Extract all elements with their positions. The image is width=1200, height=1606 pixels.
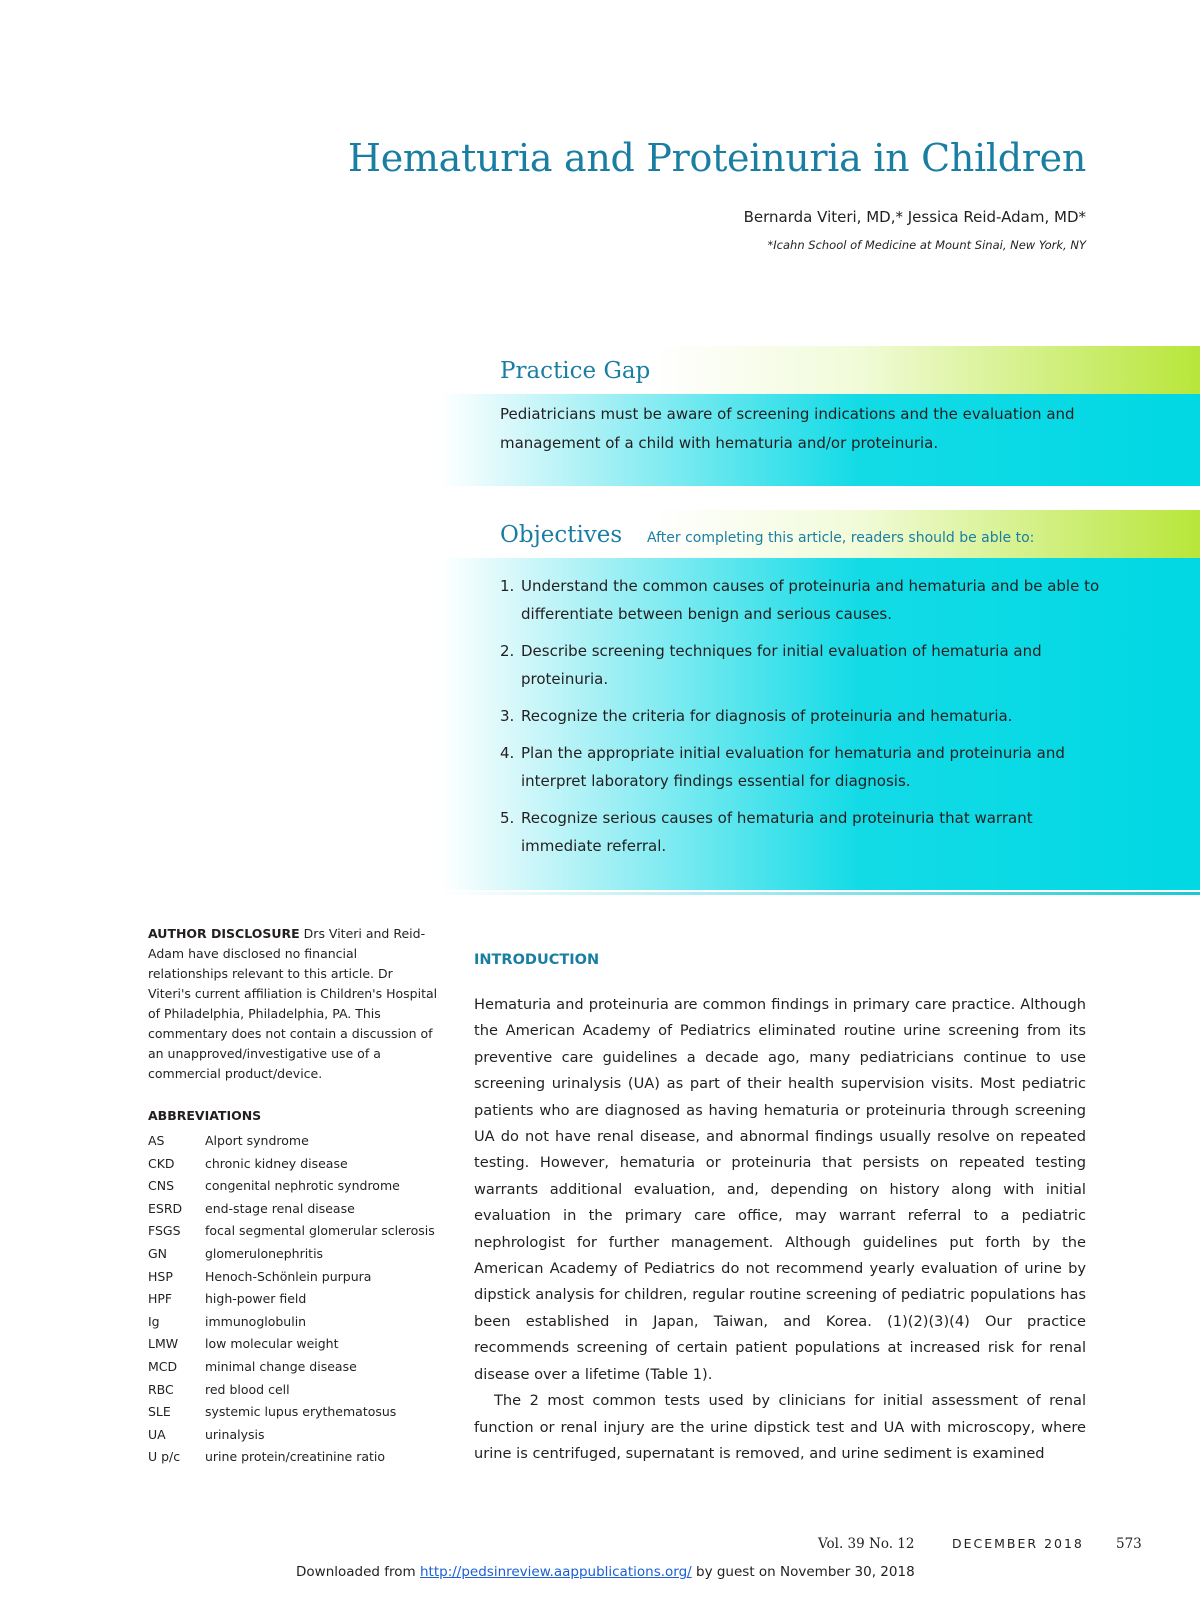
abbreviation-row bbox=[148, 1401, 448, 1424]
abbreviation-definition: urinalysis bbox=[205, 1426, 265, 1442]
abbreviation-term: Ig bbox=[148, 1313, 160, 1329]
practice-gap-box bbox=[440, 346, 1200, 486]
abbreviation-term: ESRD bbox=[148, 1200, 183, 1216]
objectives-box bbox=[440, 510, 1200, 890]
abbreviation-term: UA bbox=[148, 1426, 166, 1442]
abbreviation-row bbox=[148, 1288, 448, 1311]
abbreviation-term: HPF bbox=[148, 1291, 173, 1307]
abbreviation-definition: minimal change disease bbox=[205, 1358, 357, 1374]
download-prefix: Downloaded from bbox=[296, 1564, 420, 1580]
abbreviation-definition: red blood cell bbox=[205, 1381, 290, 1397]
author-affiliation: *Icahn School of Medicine at Mount Sinai, New York, NY bbox=[767, 238, 1086, 252]
abbreviation-row bbox=[148, 1266, 448, 1289]
abbreviations-heading: ABBREVIATIONS bbox=[148, 1108, 262, 1123]
abbreviation-term: FSGS bbox=[148, 1223, 181, 1239]
abbreviation-definition: chronic kidney disease bbox=[205, 1155, 348, 1171]
abbreviation-definition: systemic lupus erythematosus bbox=[205, 1404, 397, 1420]
abbreviation-term: AS bbox=[148, 1133, 165, 1148]
abbreviation-row bbox=[148, 1243, 448, 1266]
abbreviation-term: CNS bbox=[148, 1178, 175, 1194]
objective-text: Recognize serious causes of hematuria and proteinuria that warrant immediate referral. bbox=[521, 809, 1033, 855]
abbreviation-definition: congenital nephrotic syndrome bbox=[205, 1178, 400, 1194]
abbreviation-definition: focal segmental glomerular sclerosis bbox=[205, 1223, 435, 1239]
introduction-paragraph: Hematuria and proteinuria are common findings in primary care practice. Although the American Academy of Pediatrics eliminated routine urine screening from its preventive care guidelines a decade ago, many pediatricians continue to use screening urinalysis (UA) as part of their health supervision visits. Most pediatric patients who are diagnosed as having hematuria or proteinuria through screening UA do not have renal disease, and abnormal findings usually resolve on repeated testing. However, hematuria or proteinuria that persists on repeated testing warrants additional evaluation, and, depending on history along with initial evaluation in the primary care office, may warrant referral to a pediatric nephrologist for further management. Although guidelines put forth by the American Academy of Pediatrics do not recommend yearly evaluation of urine by dipstick analysis for children, regular routine screening of pediatric populations has been established in Japan, Taiwan, and Korea. (1)(2)(3)(4) Our practice recommends screening of certain patient populations at increased risk for renal disease over a lifetime (Table 1). bbox=[474, 996, 1086, 1383]
abbreviation-row bbox=[148, 1446, 448, 1469]
abbreviation-row bbox=[148, 1379, 448, 1402]
objective-item bbox=[500, 804, 1100, 860]
objective-text: Recognize the criteria for diagnosis of proteinuria and hematuria. bbox=[521, 707, 1013, 725]
abbreviation-row bbox=[148, 1175, 448, 1198]
abbreviation-definition: urine protein/creatinine ratio bbox=[205, 1449, 386, 1465]
download-suffix: by guest on November 30, 2018 bbox=[691, 1564, 915, 1580]
objective-item bbox=[500, 572, 1100, 628]
objectives-subheading: After completing this article, readers should be able to: bbox=[647, 530, 1035, 546]
objectives-heading: Objectives bbox=[500, 522, 623, 548]
author-disclosure-text: Drs Viteri and Reid-Adam have disclosed no financial relationships relevant to this article. Dr Viteri's current affiliation is Children's Hospital of Philadelphia, Philadelphia, PA. This commentary does not contain a discussion of an unapproved/investigative use of a commercial product/device. bbox=[148, 926, 438, 1081]
section-divider bbox=[440, 892, 1200, 895]
abbreviation-row bbox=[148, 1220, 448, 1243]
abbreviation-row bbox=[148, 1356, 448, 1379]
abbreviation-definition: high-power field bbox=[205, 1291, 307, 1307]
author-disclosure-label: AUTHOR DISCLOSURE bbox=[148, 926, 300, 941]
objective-item bbox=[500, 702, 1100, 730]
abbreviation-row bbox=[148, 1333, 448, 1356]
article-title: Hematuria and Proteinuria in Children bbox=[347, 136, 1086, 180]
objective-number: 2. bbox=[500, 642, 515, 660]
abbreviation-term: MCD bbox=[148, 1358, 178, 1374]
page-number: 573 bbox=[1116, 1536, 1142, 1552]
objective-item bbox=[500, 637, 1100, 693]
article-authors: Bernarda Viteri, MD,* Jessica Reid-Adam, MD* bbox=[743, 208, 1086, 226]
abbreviation-term: SLE bbox=[148, 1404, 171, 1420]
introduction-body bbox=[474, 992, 1086, 1467]
introduction-heading: INTRODUCTION bbox=[474, 952, 600, 968]
objective-text: Understand the common causes of proteinuria and hematuria and be able to differentiate between benign and serious causes. bbox=[521, 577, 1100, 623]
practice-gap-text: Pediatricians must be aware of screening indications and the evaluation and management of a child with hematuria and/or proteinuria. bbox=[500, 405, 1075, 452]
download-link[interactable]: http://pedsinreview.aappublications.org/ bbox=[419, 1564, 692, 1580]
objective-number: 4. bbox=[500, 744, 515, 762]
abbreviation-definition: immunoglobulin bbox=[205, 1313, 307, 1329]
introduction-paragraph: The 2 most common tests used by clinicians for initial assessment of renal function or renal injury are the urine dipstick test and UA with microscopy, where urine is centrifuged, supernatant is removed, and urine sediment is examined bbox=[474, 1392, 1086, 1462]
objective-number: 5. bbox=[500, 809, 515, 827]
objective-text: Plan the appropriate initial evaluation for hematuria and proteinuria and interpret laboratory findings essential for diagnosis. bbox=[521, 744, 1065, 790]
footer-date: DECEMBER 2018 bbox=[952, 1536, 1084, 1551]
abbreviation-term: LMW bbox=[148, 1336, 179, 1352]
abbreviation-term: HSP bbox=[148, 1268, 173, 1284]
footer-volume: Vol. 39 No. 12 bbox=[818, 1536, 915, 1552]
abbreviation-term: U p/c bbox=[148, 1449, 181, 1465]
abbreviation-row bbox=[148, 1311, 448, 1334]
objective-text: Describe screening techniques for initial evaluation of hematuria and proteinuria. bbox=[521, 642, 1042, 688]
abbreviation-definition: end-stage renal disease bbox=[205, 1200, 355, 1216]
abbreviation-term: GN bbox=[148, 1245, 168, 1261]
objective-number: 3. bbox=[500, 707, 515, 725]
abbreviation-row bbox=[148, 1424, 448, 1447]
abbreviation-definition: low molecular weight bbox=[205, 1336, 339, 1352]
practice-gap-heading: Practice Gap bbox=[500, 358, 651, 384]
abbreviation-definition: Henoch-Schönlein purpura bbox=[205, 1268, 372, 1284]
abbreviation-definition: Alport syndrome bbox=[205, 1133, 309, 1148]
abbreviation-row bbox=[148, 1130, 448, 1153]
objectives-list bbox=[500, 572, 1100, 869]
abbreviation-row bbox=[148, 1153, 448, 1176]
abbreviation-definition: glomerulonephritis bbox=[205, 1245, 324, 1261]
objective-number: 1. bbox=[500, 577, 515, 595]
abbreviations-list bbox=[148, 1130, 448, 1469]
author-disclosure bbox=[148, 924, 438, 1084]
abbreviation-row bbox=[148, 1198, 448, 1221]
objective-item bbox=[500, 739, 1100, 795]
abbreviation-term: RBC bbox=[148, 1381, 174, 1397]
download-notice bbox=[296, 1564, 915, 1580]
abbreviation-term: CKD bbox=[148, 1155, 175, 1171]
